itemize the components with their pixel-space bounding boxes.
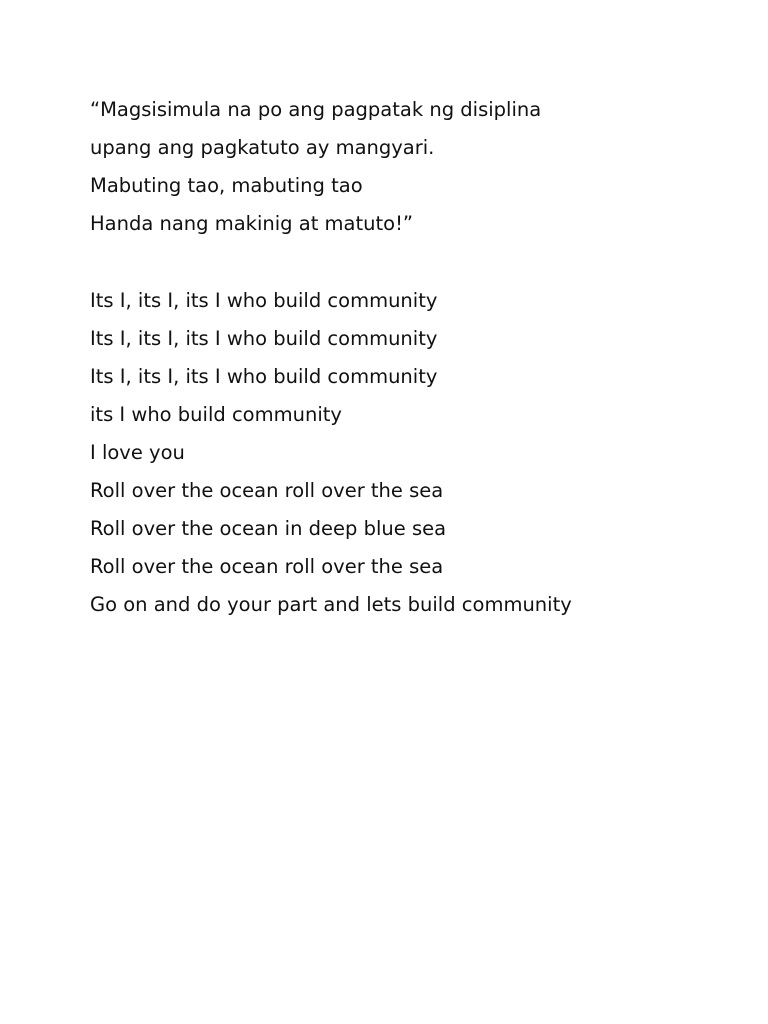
text-line: its I who build community xyxy=(90,403,342,426)
text-line: Roll over the ocean roll over the sea xyxy=(90,479,444,502)
text-line: Its I, its I, its I who build community xyxy=(90,327,438,350)
text-line: Roll over the ocean in deep blue sea xyxy=(90,517,447,540)
text-line: Handa nang makinig at matuto!” xyxy=(90,212,413,235)
text-line: “Magsisimula na po ang pagpatak ng disiplina xyxy=(90,98,542,121)
text-line: Roll over the ocean roll over the sea xyxy=(90,555,444,578)
stanza-2 xyxy=(90,282,730,624)
stanza-spacer xyxy=(90,243,730,282)
text-line: Mabuting tao, mabuting tao xyxy=(90,174,363,197)
text-line: I love you xyxy=(90,441,185,464)
stanza-1 xyxy=(90,91,730,243)
text-line: upang ang pagkatuto ay mangyari. xyxy=(90,136,435,159)
text-line: Go on and do your part and lets build community xyxy=(90,593,572,616)
text-line: Its I, its I, its I who build community xyxy=(90,289,438,312)
text-line: Its I, its I, its I who build community xyxy=(90,365,438,388)
document-body xyxy=(90,91,730,624)
